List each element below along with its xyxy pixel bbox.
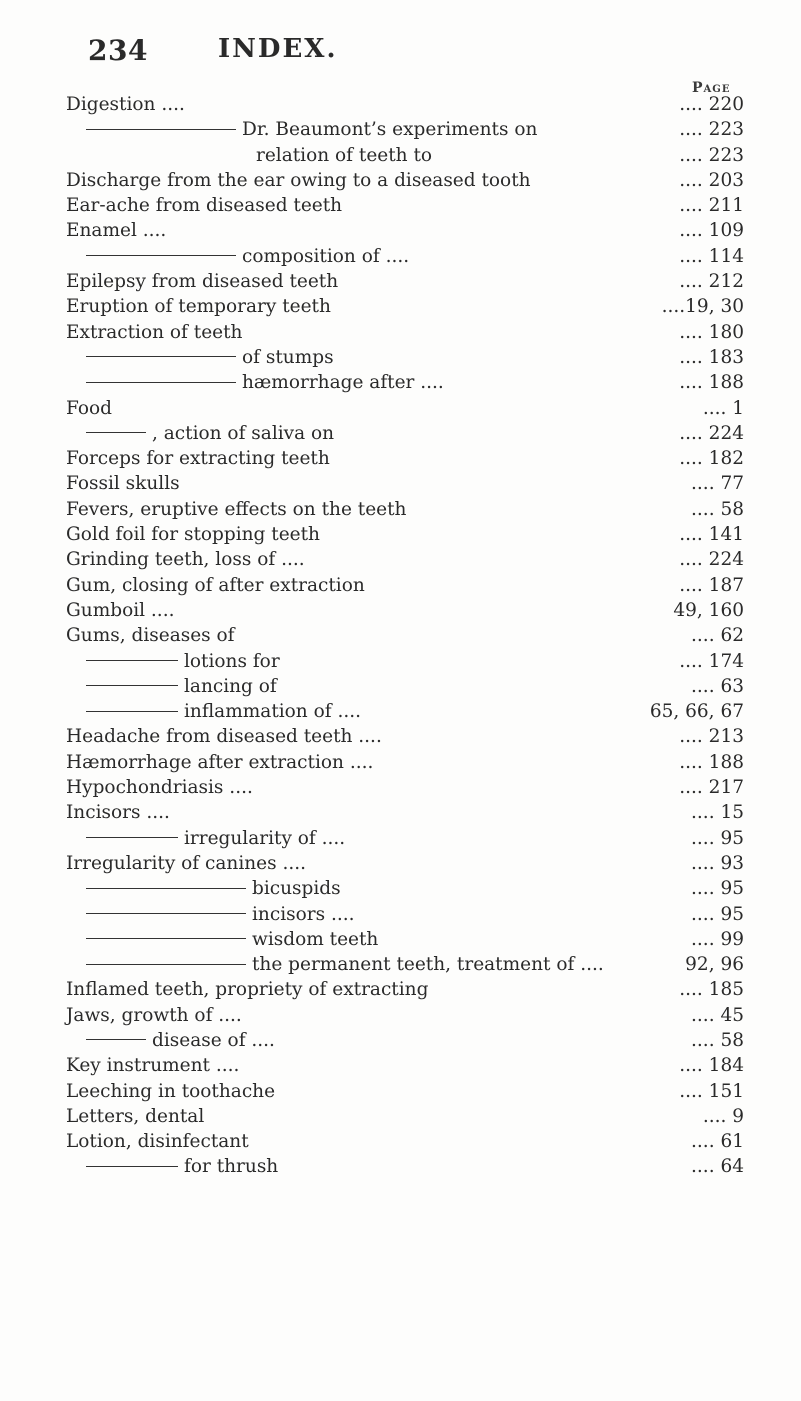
index-entry-text: of stumps	[242, 346, 334, 368]
index-entry-pages: .... 95	[691, 878, 744, 900]
index-entry-text: Incisors ....	[66, 802, 170, 824]
index-entry-term	[66, 269, 338, 294]
index-entry-term	[66, 294, 331, 319]
index-entry	[66, 851, 744, 876]
index-entry-term	[86, 952, 604, 977]
index-entry-term	[66, 977, 428, 1002]
index-entry-term	[66, 573, 365, 598]
index-entry-pages: .... 45	[691, 1004, 744, 1026]
ditto-dash	[86, 255, 236, 256]
index-entry	[66, 471, 744, 496]
index-entry	[66, 522, 744, 547]
index-entry-text: Leeching in toothache	[66, 1080, 276, 1102]
index-entry	[66, 1154, 744, 1179]
index-entry-term	[66, 1053, 239, 1078]
index-entry-text: , action of saliva on	[152, 422, 335, 444]
index-entry	[66, 446, 744, 471]
index-entry-text: Grinding teeth, loss of ....	[66, 549, 305, 571]
index-entry-text: bicuspids	[252, 878, 341, 900]
ditto-dash	[86, 837, 178, 838]
index-entry	[66, 92, 744, 117]
index-entry-pages: .... 141	[679, 524, 744, 546]
index-entry-pages: .... 151	[679, 1080, 744, 1102]
index-entry-text: lotions for	[184, 650, 280, 672]
index-entry-text: inflammation of ....	[184, 701, 361, 723]
index-entry-text: Gumboil ....	[66, 599, 175, 621]
index-entry	[66, 1053, 744, 1078]
index-entry-pages: .... 61	[691, 1131, 744, 1153]
index-entry-term	[86, 117, 537, 142]
index-entry	[66, 826, 744, 851]
page-column-label: Page	[692, 80, 731, 96]
index-entry-text: Enamel ....	[66, 220, 167, 242]
index-entry-term	[86, 674, 277, 699]
index-entry-term	[66, 396, 112, 421]
ditto-dash	[86, 1166, 178, 1167]
index-entry-pages: ....19, 30	[661, 296, 744, 318]
index-entry	[66, 320, 744, 345]
ditto-dash	[86, 938, 246, 939]
index-entry-pages: .... 1	[702, 397, 744, 419]
index-entry	[66, 775, 744, 800]
ditto-dash	[86, 711, 178, 712]
index-entry-text: disease of ....	[152, 1029, 275, 1051]
index-entry	[66, 927, 744, 952]
index-entry-pages: .... 212	[679, 271, 744, 293]
index-entry-term	[86, 902, 354, 927]
index-entry-text: Dr. Beaumont’s experiments on	[242, 119, 538, 141]
index-entry-term	[86, 699, 361, 724]
index-entry-pages: .... 223	[679, 144, 744, 166]
index-entry	[66, 977, 744, 1002]
index-entry-term	[66, 547, 305, 572]
index-entry-pages: .... 224	[679, 422, 744, 444]
index-entry-text: incisors ....	[252, 903, 355, 925]
index-entry-term	[66, 750, 373, 775]
index-entry-text: Discharge from the ear owing to a diseased tooth	[66, 169, 531, 191]
index-entry	[66, 1003, 744, 1028]
index-entry	[66, 497, 744, 522]
index-entry-pages: .... 64	[691, 1156, 744, 1178]
index-entry-term	[66, 92, 185, 117]
index-entry	[66, 396, 744, 421]
running-head: INDEX.	[218, 34, 338, 64]
index-entry	[66, 421, 744, 446]
index-entry-text: Gums, diseases of	[66, 625, 235, 647]
index-entry	[66, 750, 744, 775]
index-entry-term	[86, 1028, 275, 1053]
index-entry-pages: 49, 160	[673, 599, 744, 621]
index-entry-text: Epilepsy from diseased teeth	[66, 271, 339, 293]
index-entry-pages: .... 223	[679, 119, 744, 141]
index-entry-term	[66, 1079, 275, 1104]
index-entry-term	[256, 143, 432, 168]
index-entry-pages: .... 188	[679, 751, 744, 773]
index-entry-pages: .... 183	[679, 346, 744, 368]
index-entry	[66, 547, 744, 572]
index-entry-pages: 92, 96	[685, 954, 744, 976]
index-entry-term	[86, 1154, 278, 1179]
ditto-dash	[86, 660, 178, 661]
index-entry-term	[86, 244, 409, 269]
index-entry	[66, 294, 744, 319]
index-entry-term	[66, 193, 342, 218]
index-entry-term	[66, 1003, 242, 1028]
index-entry-pages: .... 220	[679, 94, 744, 115]
index-entry-term	[66, 623, 235, 648]
index-entry	[66, 143, 744, 168]
index-entry-pages: .... 58	[691, 1029, 744, 1051]
index-entry-pages: .... 77	[691, 473, 744, 495]
index-entry-term	[86, 345, 334, 370]
index-entry-pages: .... 114	[679, 245, 744, 267]
index-entry-text: Hæmorrhage after extraction ....	[66, 751, 374, 773]
index-entry	[66, 902, 744, 927]
index-entry-text: irregularity of ....	[184, 827, 346, 849]
index-entry-pages: .... 93	[691, 852, 744, 874]
index-entry-pages: .... 184	[679, 1055, 744, 1077]
index-entry	[66, 876, 744, 901]
index-entry-text: Hypochondriasis ....	[66, 777, 253, 799]
index-entry-term	[66, 218, 166, 243]
index-entry-text: Lotion, disinfectant	[66, 1131, 249, 1153]
index-entry-term	[66, 471, 180, 496]
index-entry-text: Headache from diseased teeth ....	[66, 726, 382, 748]
index-entry-term	[66, 851, 306, 876]
index-entry-term	[86, 421, 334, 446]
index-entry-text: Fevers, eruptive effects on the teeth	[66, 498, 407, 520]
index-entry-pages: .... 180	[679, 321, 744, 343]
index-entry	[66, 800, 744, 825]
ditto-dash	[86, 356, 236, 357]
index-entry-pages: .... 182	[679, 448, 744, 470]
page-header	[88, 34, 728, 74]
index-entry-text: for thrush	[184, 1156, 279, 1178]
index-entry-text: the permanent teeth, treatment of ....	[252, 954, 604, 976]
index-entry	[66, 1104, 744, 1129]
index-entry-text: Jaws, growth of ....	[66, 1004, 242, 1026]
index-entry-pages: .... 99	[691, 928, 744, 950]
index-entry-text: Food	[66, 397, 112, 419]
index-entry-term	[66, 497, 406, 522]
index-entry-term	[86, 370, 444, 395]
index-entry-pages: .... 217	[679, 777, 744, 799]
index-entry-text: lancing of	[184, 675, 277, 697]
index-entry	[66, 649, 744, 674]
ditto-dash	[86, 129, 236, 130]
index-entry-text: Eruption of temporary teeth	[66, 296, 331, 318]
index-entry-text: Irregularity of canines ....	[66, 852, 307, 874]
index-entry-pages: .... 95	[691, 827, 744, 849]
index-entry-term	[66, 1104, 204, 1129]
index-entry-term	[86, 826, 345, 851]
ditto-dash	[86, 888, 246, 889]
index-entry	[66, 724, 744, 749]
index-entry	[66, 193, 744, 218]
index-entry-text: Extraction of teeth	[66, 321, 243, 343]
index-entry	[66, 1079, 744, 1104]
index-entry-text: Gold foil for stopping teeth	[66, 524, 320, 546]
index-entry-term	[86, 876, 341, 901]
index-entry	[66, 244, 744, 269]
ditto-dash	[86, 432, 146, 433]
index-entry-pages: .... 9	[702, 1105, 744, 1127]
index-entry	[66, 1129, 744, 1154]
index-entry-text: Key instrument ....	[66, 1055, 240, 1077]
index-entry-text: Forceps for extracting teeth	[66, 448, 330, 470]
index-entry-pages: .... 224	[679, 549, 744, 571]
index-entry-pages: .... 63	[691, 675, 744, 697]
index-entry-term	[66, 800, 170, 825]
index-entry	[66, 345, 744, 370]
index-entry	[66, 370, 744, 395]
ditto-dash	[86, 1039, 146, 1040]
index-entry	[66, 699, 744, 724]
ditto-dash	[86, 382, 236, 383]
index-entry	[66, 573, 744, 598]
index-entry-term	[66, 598, 174, 623]
index-entry	[66, 598, 744, 623]
ditto-dash	[86, 685, 178, 686]
index-entry-term	[86, 927, 378, 952]
index-entry-term	[66, 775, 253, 800]
index-entry-pages: .... 213	[679, 726, 744, 748]
index-entry-text: relation of teeth to	[256, 144, 433, 166]
index-entry-text: wisdom teeth	[252, 928, 379, 950]
index-entries	[66, 92, 744, 1180]
index-entry-pages: .... 203	[679, 169, 744, 191]
index-entry	[66, 269, 744, 294]
index-entry-text: Inflamed teeth, propriety of extracting	[66, 979, 429, 1001]
index-entry-text: Fossil skulls	[66, 473, 180, 495]
index-entry-term	[66, 724, 382, 749]
index-entry	[66, 117, 744, 142]
index-entry-pages: .... 15	[691, 802, 744, 824]
index-entry-term	[66, 446, 330, 471]
index-entry-text: composition of ....	[242, 245, 410, 267]
index-entry-text: Gum, closing of after extraction	[66, 574, 365, 596]
index-entry-pages: .... 174	[679, 650, 744, 672]
index-entry	[66, 168, 744, 193]
index-entry	[66, 1028, 744, 1053]
index-entry	[66, 218, 744, 243]
index-entry-pages: .... 188	[679, 372, 744, 394]
index-entry-text: hæmorrhage after ....	[242, 372, 444, 394]
index-entry-text: Digestion ....	[66, 94, 185, 115]
index-entry	[66, 952, 744, 977]
index-entry-text: Letters, dental	[66, 1105, 205, 1127]
ditto-dash	[86, 964, 246, 965]
index-entry	[66, 623, 744, 648]
index-entry-term	[66, 320, 242, 345]
index-entry-term	[66, 168, 531, 193]
ditto-dash	[86, 913, 246, 914]
index-entry-pages: .... 187	[679, 574, 744, 596]
index-entry-pages: 65, 66, 67	[649, 701, 744, 723]
index-entry-pages: .... 185	[679, 979, 744, 1001]
index-entry-term	[86, 649, 280, 674]
index-entry-pages: .... 58	[691, 498, 744, 520]
index-entry-term	[66, 522, 320, 547]
index-entry-pages: .... 211	[679, 195, 744, 217]
index-entry-text: Ear-ache from diseased teeth	[66, 195, 343, 217]
index-entry-pages: .... 95	[691, 903, 744, 925]
index-entry-pages: .... 62	[691, 625, 744, 647]
page-number: 234	[88, 34, 148, 67]
index-entry-pages: .... 109	[679, 220, 744, 242]
index-entry-term	[66, 1129, 249, 1154]
index-entry	[66, 674, 744, 699]
